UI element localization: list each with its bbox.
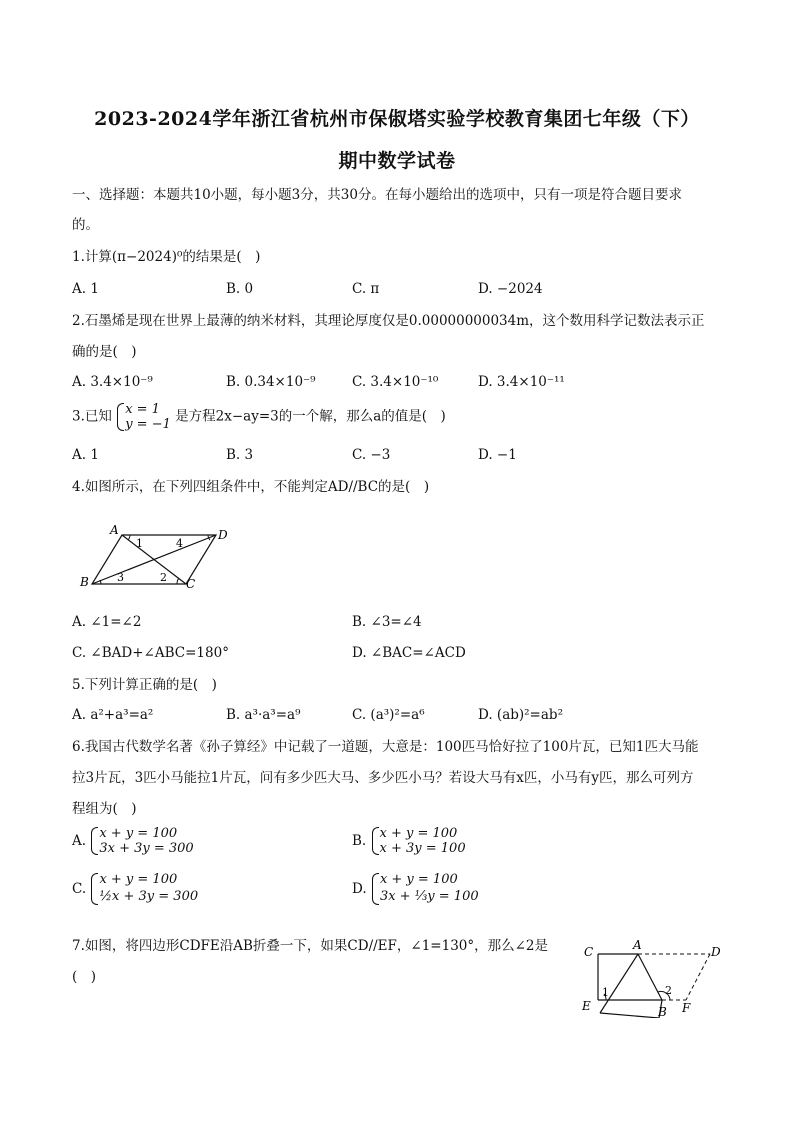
q3-equation-system — [116, 402, 171, 432]
q6-stem-line-3: 程组为( ) — [72, 801, 137, 817]
q4-parallelogram-figure — [76, 520, 236, 600]
q4-label-c: C — [186, 577, 196, 591]
q7-fold-figure — [580, 938, 730, 1018]
q3-stem — [72, 402, 446, 432]
q3-sys-eq-1: x = 1 — [125, 402, 160, 417]
q6-option-d-system — [371, 872, 479, 906]
q6-option-d — [352, 872, 479, 906]
q1-option-a: A. 1 — [72, 281, 99, 297]
q6-stem-line-1: 6.我国古代数学名著《孙子算经》中记载了一道题，大意是：100匹马恰好拉了100片瓦，已知1匹大马能 — [72, 739, 699, 755]
section-instructions-line-2: 的。 — [72, 217, 99, 233]
q6-stem-line-2: 拉3片瓦，3匹小马能拉1片瓦，问有多少匹大马、多少匹小马？若设大马有x匹，小马有y匹，那么可列方 — [72, 770, 694, 786]
q5-option-b: B. a³·a³=a⁹ — [226, 707, 301, 723]
section-instructions-line-1: 一、选择题：本题共10小题，每小题3分，共30分。在每小题给出的选项中，只有一项是符合题目要求 — [72, 187, 682, 203]
q4-angle-4: 4 — [176, 537, 183, 550]
q4-angle-3: 3 — [117, 571, 124, 584]
q7-label-d: D — [711, 945, 721, 959]
q7-label-f: F — [682, 1001, 691, 1015]
q7-label-a: A — [633, 938, 642, 952]
q6-option-c-system — [90, 872, 198, 906]
q2-option-a: A. 3.4×10⁻⁹ — [72, 374, 153, 390]
q1-option-b: B. 0 — [226, 281, 254, 297]
q6-option-b — [352, 826, 466, 856]
q3-option-d: D. −1 — [478, 447, 517, 463]
q4-option-c: C. ∠BAD+∠ABC=180° — [72, 645, 229, 661]
q1-option-d: D. −2024 — [478, 281, 543, 297]
q4-option-b: B. ∠3=∠4 — [352, 614, 422, 630]
q3-option-b: B. 3 — [226, 447, 254, 463]
q2-option-c: C. 3.4×10⁻¹⁰ — [352, 374, 439, 390]
q4-option-a: A. ∠1=∠2 — [72, 614, 142, 630]
q5-option-d: D. (ab)²=ab² — [478, 707, 563, 723]
q4-label-d: D — [218, 528, 228, 542]
q6-a-eq-2: 3x + 3y = 300 — [99, 841, 194, 856]
q6-option-a-label: A. — [72, 833, 87, 849]
q3-option-a: A. 1 — [72, 447, 99, 463]
q7-label-b: B — [658, 1005, 667, 1018]
q6-c-eq-1: x + y = 100 — [99, 872, 178, 887]
q6-d-eq-2: 3x + ⅓y = 100 — [379, 889, 479, 904]
q6-option-b-system — [371, 826, 466, 856]
q6-a-eq-1: x + y = 100 — [99, 826, 178, 841]
q6-option-d-label: D. — [352, 881, 367, 897]
q6-b-eq-1: x + y = 100 — [379, 826, 458, 841]
q7-angle-2: 2 — [665, 984, 672, 997]
q2-option-b: B. 0.34×10⁻⁹ — [226, 374, 316, 390]
q4-option-d: D. ∠BAC=∠ACD — [352, 645, 466, 661]
q6-d-eq-1: x + y = 100 — [379, 872, 458, 887]
title-line-1: 2023-2024学年浙江省杭州市保俶塔实验学校教育集团七年级（下） — [94, 108, 700, 130]
q4-stem: 4.如图所示，在下列四组条件中，不能判定AD//BC的是( ) — [72, 479, 430, 495]
q3-prefix: 3.已知 — [72, 408, 112, 425]
q4-angle-2: 2 — [160, 571, 167, 584]
q4-label-b: B — [80, 575, 89, 589]
q2-stem-line-1: 2.石墨烯是现在世界上最薄的纳米材料，其理论厚度仅是0.00000000034m，这个数用科学记数法表示正 — [72, 313, 705, 329]
title-line-2: 期中数学试卷 — [338, 150, 456, 172]
q2-option-d: D. 3.4×10⁻¹¹ — [478, 374, 565, 390]
q4-angle-1: 1 — [136, 537, 143, 550]
q6-option-a — [72, 826, 194, 856]
q6-c-eq-2: ½x + 3y = 300 — [99, 889, 199, 904]
q6-b-eq-2: x + 3y = 100 — [379, 841, 466, 856]
q5-option-a: A. a²+a³=a² — [72, 707, 154, 723]
q6-option-c — [72, 872, 198, 906]
q6-option-b-label: B. — [352, 833, 367, 849]
q2-stem-line-2: 确的是( ) — [72, 344, 137, 360]
q3-option-c: C. −3 — [352, 447, 391, 463]
q7-label-e: E — [582, 999, 591, 1013]
q5-option-c: C. (a³)²=a⁶ — [352, 707, 425, 723]
q7-label-c: C — [584, 945, 594, 959]
q1-stem: 1.计算(π−2024)⁰的结果是( ) — [72, 249, 261, 265]
q7-angle-1: 1 — [602, 986, 609, 999]
q6-option-a-system — [90, 826, 193, 856]
q6-option-c-label: C. — [72, 881, 87, 897]
q5-stem: 5.下列计算正确的是( ) — [72, 677, 217, 693]
q3-sys-eq-2: y = −1 — [125, 417, 171, 432]
q1-option-c: C. π — [352, 281, 380, 297]
q7-stem-line-2: ( ) — [72, 969, 97, 985]
q7-stem-line-1: 7.如图，将四边形CDFE沿AB折叠一下，如果CD//EF，∠1=130°，那么∠2是 — [72, 938, 549, 954]
q3-suffix: 是方程2x−ay=3的一个解，那么a的值是( ) — [175, 408, 446, 425]
q4-label-a: A — [110, 523, 119, 537]
